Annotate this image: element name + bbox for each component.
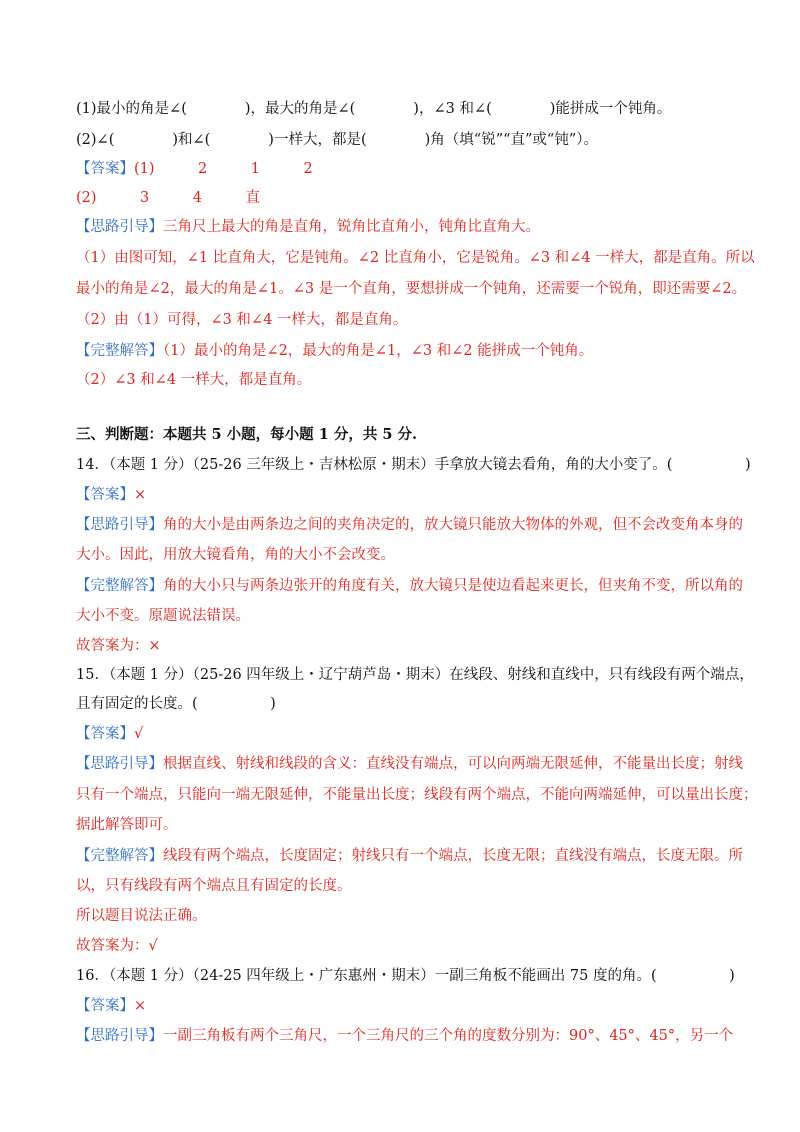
q15-full-1: 线段有两个端点，长度固定；射线只有一个端点，长度无限；直线没有端点，长度无限。所 — [163, 848, 743, 864]
q16-answer: × — [134, 998, 147, 1014]
q13-hint-line — [76, 217, 540, 237]
q14-final: 故答案为：× — [76, 638, 161, 654]
q15-full-2: 以，只有线段有两个端点且有固定的长度。 — [76, 878, 352, 894]
q14-hint-line — [76, 515, 743, 535]
q13-hint-3: 最小的角是∠2，最大的角是∠1。∠3 是一个直角，要想拼成一个钝角，还需要一个锐角，即还需要∠2。 — [76, 281, 747, 297]
section-heading: 三、判断题：本题共 5 小题，每小题 1 分，共 5 分. — [76, 426, 418, 443]
full-tag: 【完整解答】 — [76, 578, 163, 594]
q16-hint-1: 一副三角板有两个三角尺，一个三角尺的三个角的度数分别为：90°、45°、45°，另一个 — [163, 1028, 734, 1044]
q14-hint-2: 大小。因此，用放大镜看角，角的大小不会改变。 — [76, 547, 395, 563]
q15-hint-1: 根据直线、射线和线段的含义：直线没有端点，可以向两端无限延伸，不能量出长度；射线 — [163, 756, 743, 772]
full-tag: 【完整解答】 — [76, 343, 163, 359]
answer-tag: 【答案】 — [76, 487, 134, 503]
q13-hint-4: （2）由（1）可得，∠3 和∠4 一样大，都是直角。 — [76, 312, 408, 328]
q14-full-1: 角的大小只与两条边张开的角度有关，放大镜只是使边看起来更长，但夹角不变，所以角的 — [163, 578, 743, 594]
q15-stem-2: 且有固定的长度。( ) — [76, 696, 276, 712]
q15-answer: √ — [134, 726, 144, 742]
q16-hint-line — [76, 1026, 733, 1046]
q13-answer-line-1 — [76, 159, 313, 179]
q13-full-text: （1）最小的角是∠2，最大的角是∠1，∠3 和∠2 能拼成一个钝角。 — [163, 343, 594, 359]
q13-part2: (2)∠( )和∠( )一样大，都是( )角（填“锐”“直”或“钝”）。 — [76, 132, 599, 148]
q15-stem-1: 15．（本题 1 分）（25-26 四年级上・辽宁葫芦岛・期末）在线段、射线和直线中，只有线段有两个端点， — [76, 667, 754, 683]
answer-tag: 【答案】 — [76, 726, 134, 742]
q15-answer-line — [76, 724, 143, 744]
q14-answer: × — [134, 487, 147, 503]
q16-stem: 16．（本题 1 分）（24-25 四年级上・广东惠州・期末）一副三角板不能画出 75 度的角。( ) — [76, 968, 735, 984]
q14-full-2: 大小不变。原题说法错误。 — [76, 608, 250, 624]
hint-tag: 【思路引导】 — [76, 517, 163, 533]
q15-final: 故答案为：√ — [76, 938, 158, 954]
q15-full-line — [76, 846, 743, 866]
q13-answer-2: (2) 3 4 直 — [76, 190, 260, 206]
q14-answer-line — [76, 485, 146, 505]
q14-stem: 14．（本题 1 分）（25-26 三年级上・吉林松原・期末）手拿放大镜去看角，角的大小变了。( ) — [76, 457, 751, 473]
q16-answer-line — [76, 996, 146, 1016]
hint-tag: 【思路引导】 — [76, 219, 163, 235]
hint-tag: 【思路引导】 — [76, 756, 163, 772]
q13-answer-1: (1) 2 1 2 — [134, 161, 313, 177]
q13-full-2: （2）∠3 和∠4 一样大，都是直角。 — [76, 372, 312, 388]
q13-part1: (1)最小的角是∠( )，最大的角是∠( )，∠3 和∠( )能拼成一个钝角。 — [76, 101, 672, 117]
hint-tag: 【思路引导】 — [76, 1028, 163, 1044]
q13-hint-text: 三角尺上最大的角是直角，锐角比直角小，钝角比直角大。 — [163, 219, 540, 235]
answer-tag: 【答案】 — [76, 161, 134, 177]
q14-full-line — [76, 576, 743, 596]
q14-hint-1: 角的大小是由两条边之间的夹角决定的，放大镜只能放大物体的外观，但不会改变角本身的 — [163, 517, 743, 533]
full-tag: 【完整解答】 — [76, 848, 163, 864]
q13-full-line — [76, 341, 593, 361]
q15-hint-line — [76, 754, 743, 774]
q13-hint-2: （1）由图可知，∠1 比直角大，它是钝角。∠2 比直角小，它是锐角。∠3 和∠4 一样大，都是直角。所以 — [76, 250, 755, 266]
answer-tag: 【答案】 — [76, 998, 134, 1014]
q15-hint-3: 据此解答即可。 — [76, 817, 178, 833]
q15-full-3: 所以题目说法正确。 — [76, 908, 207, 924]
q15-hint-2: 只有一个端点，只能向一端无限延伸，不能量出长度；线段有两个端点，不能向两端延伸，可以量出长度； — [76, 787, 758, 803]
